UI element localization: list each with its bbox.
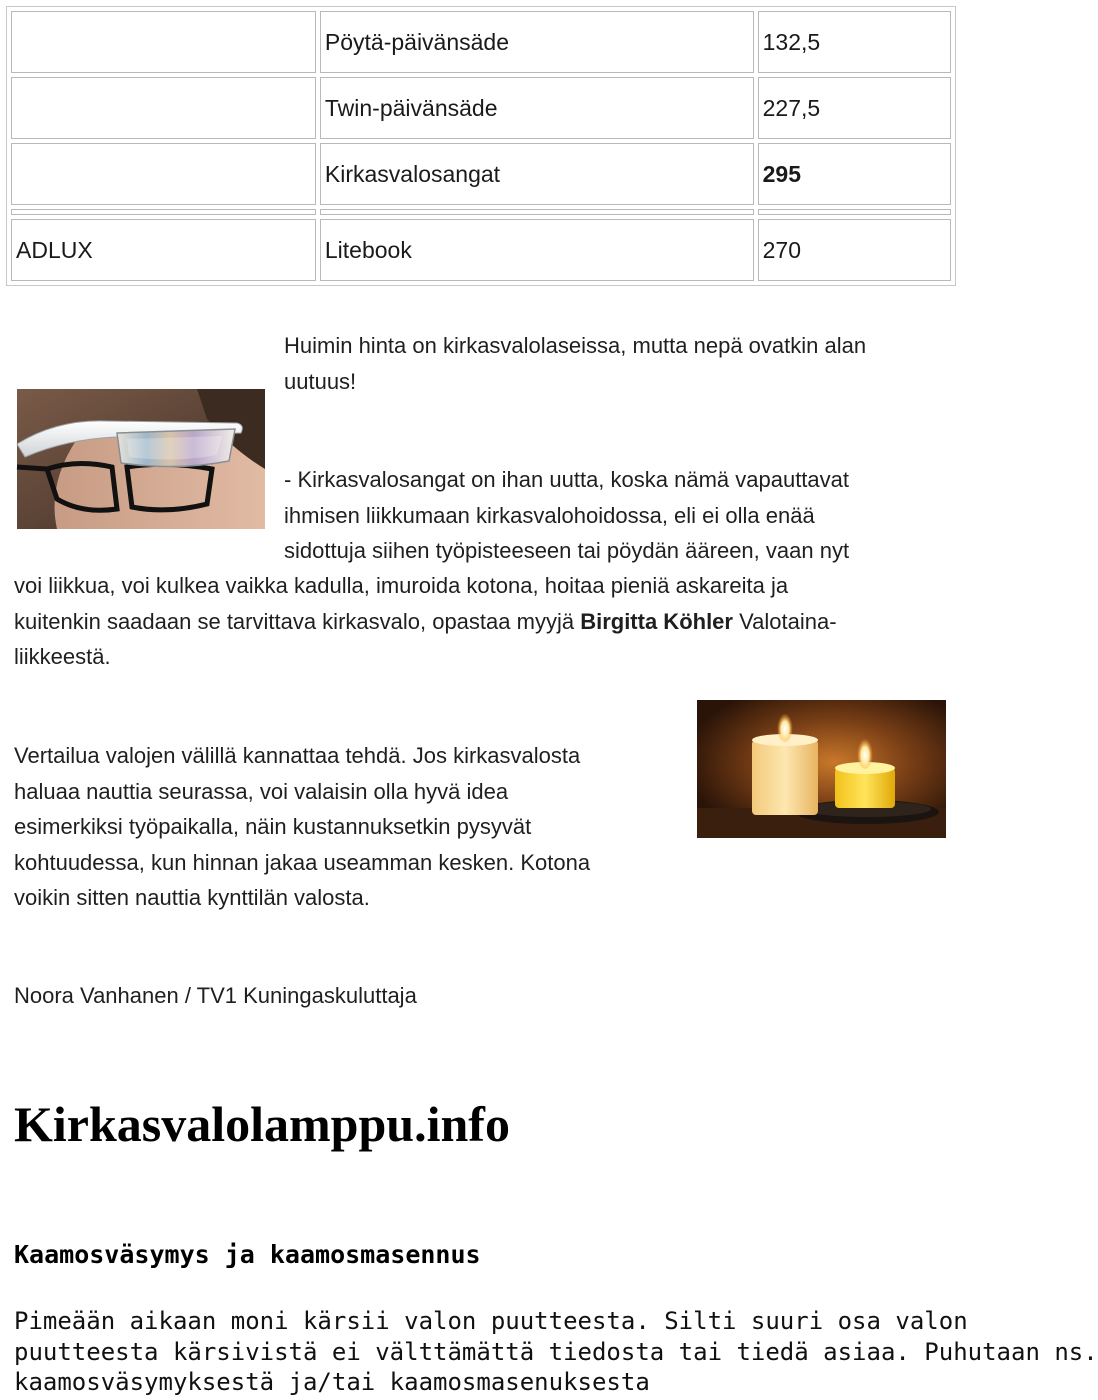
text-line bbox=[14, 604, 837, 640]
comparison-paragraph bbox=[14, 738, 590, 916]
quote-paragraph-wide bbox=[14, 568, 837, 675]
table-row bbox=[11, 219, 951, 281]
table-cell: 295 bbox=[758, 143, 951, 205]
table-row bbox=[11, 11, 951, 73]
table-row bbox=[11, 77, 951, 139]
text-line: voikin sitten nauttia kynttilän valosta. bbox=[14, 885, 370, 910]
table-cell: 132,5 bbox=[758, 11, 951, 73]
price-table bbox=[6, 6, 956, 286]
table-cell: Pöytä-päivänsäde bbox=[320, 11, 754, 73]
table-cell: 270 bbox=[758, 219, 951, 281]
table-cell: ADLUX bbox=[11, 219, 316, 281]
seller-name: Birgitta Köhler bbox=[580, 608, 733, 634]
table-cell: Litebook bbox=[320, 219, 754, 281]
byline: Noora Vanhanen / TV1 Kuningaskuluttaja bbox=[14, 983, 417, 1008]
table-cell bbox=[320, 209, 754, 215]
candles-photo bbox=[697, 700, 946, 838]
text-line: - Kirkasvalosangat on ihan uutta, koska nämä vapauttavat bbox=[284, 467, 850, 492]
table-cell: Kirkasvalosangat bbox=[320, 143, 754, 205]
table-cell: Twin-päivänsäde bbox=[320, 77, 754, 139]
text-line: liikkeestä. bbox=[14, 644, 111, 669]
section-heading: Kaamosväsymys ja kaamosmasennus bbox=[14, 1240, 481, 1269]
light-therapy-glasses-photo bbox=[17, 389, 265, 529]
text-line: Vertailua valojen välillä kannattaa tehdä. Jos kirkasvalosta bbox=[14, 743, 581, 768]
intro-paragraph bbox=[284, 328, 866, 399]
text-line: haluaa nauttia seurassa, voi valaisin olla hyvä idea bbox=[14, 778, 509, 804]
table-cell bbox=[11, 209, 316, 215]
body-paragraph bbox=[14, 1306, 1098, 1398]
text-line: Huimin hinta on kirkasvalolaseissa, mutta nepä ovatkin alan bbox=[284, 333, 867, 358]
table-cell bbox=[11, 11, 316, 73]
text-line: sidottuja siihen työpisteeseen tai pöydän ääreen, vaan nyt bbox=[284, 538, 850, 563]
quote-paragraph-indented bbox=[284, 462, 849, 569]
table-row bbox=[11, 143, 951, 205]
table-cell bbox=[758, 209, 951, 215]
table-spacer-row bbox=[11, 209, 951, 215]
text-segment: Valotaina- bbox=[732, 608, 837, 634]
table-cell bbox=[11, 143, 316, 205]
text-line: voi liikkua, voi kulkea vaikka kadulla, imuroida kotona, hoitaa pieniä askareita ja bbox=[14, 573, 789, 598]
table-cell: 227,5 bbox=[758, 77, 951, 139]
text-line: uutuus! bbox=[284, 368, 357, 394]
text-line: puutteesta kärsivistä ei välttämättä tiedosta tai tiedä asiaa. Puhutaan ns. bbox=[14, 1337, 1098, 1366]
text-line: ihmisen liikkumaan kirkasvalohoidossa, eli ei olla enää bbox=[284, 502, 815, 528]
text-line: kaamosväsymyksestä ja/tai kaamosmasenuksesta bbox=[14, 1368, 650, 1396]
text-segment: kuitenkin saadaan se tarvittava kirkasvalo, opastaa myyjä bbox=[14, 608, 581, 634]
text-line: Pimeään aikaan moni kärsii valon puutteesta. Silti suuri osa valon bbox=[14, 1307, 968, 1335]
text-line: esimerkiksi työpaikalla, näin kustannuksetkin pysyvät bbox=[14, 814, 532, 839]
table-cell bbox=[11, 77, 316, 139]
site-title: Kirkasvalolamppu.info bbox=[14, 1096, 510, 1152]
text-line: kohtuudessa, kun hinnan jakaa useamman kesken. Kotona bbox=[14, 849, 591, 875]
